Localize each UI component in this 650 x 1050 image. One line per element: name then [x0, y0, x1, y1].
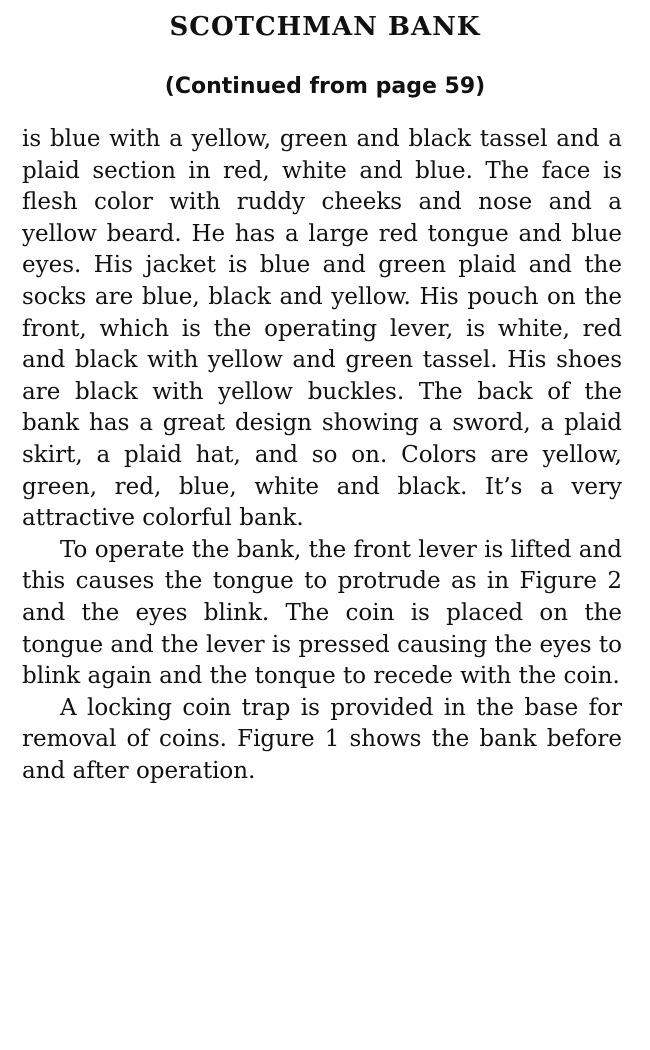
- article-body: [22, 124, 622, 787]
- paragraph: To operate the bank, the front lever is lifted and this causes the tongue to protrude as in Figure 2 and the eyes blink. The coin is placed on the tongue and the lever is pressed causing the eyes to blink again and the tonque to recede with the coin.: [22, 536, 622, 690]
- continued-note: (Continued from page 59): [164, 74, 486, 99]
- paragraph: A locking coin trap is provided in the base for removal of coins. Figure 1 shows the bank before and after operation.: [22, 694, 622, 784]
- article-title: SCOTCHMAN BANK: [169, 12, 481, 42]
- paragraph: is blue with a yellow, green and black tassel and a plaid section in red, white and blue. The face is flesh color with ruddy cheeks and nose and a yellow beard. He has a large red tongue and blue eyes. His jacket is blue and green plaid and the socks are blue, black and yellow. His pouch on the front, which is the operating lever, is white, red and black with yellow and green tassel. His shoes are black with yellow buckles. The back of the bank has a great design showing a sword, a plaid skirt, a plaid hat, and so on. Colors are yellow, green, red, blue, white and black. It’s a very attractive colorful bank.: [22, 126, 622, 532]
